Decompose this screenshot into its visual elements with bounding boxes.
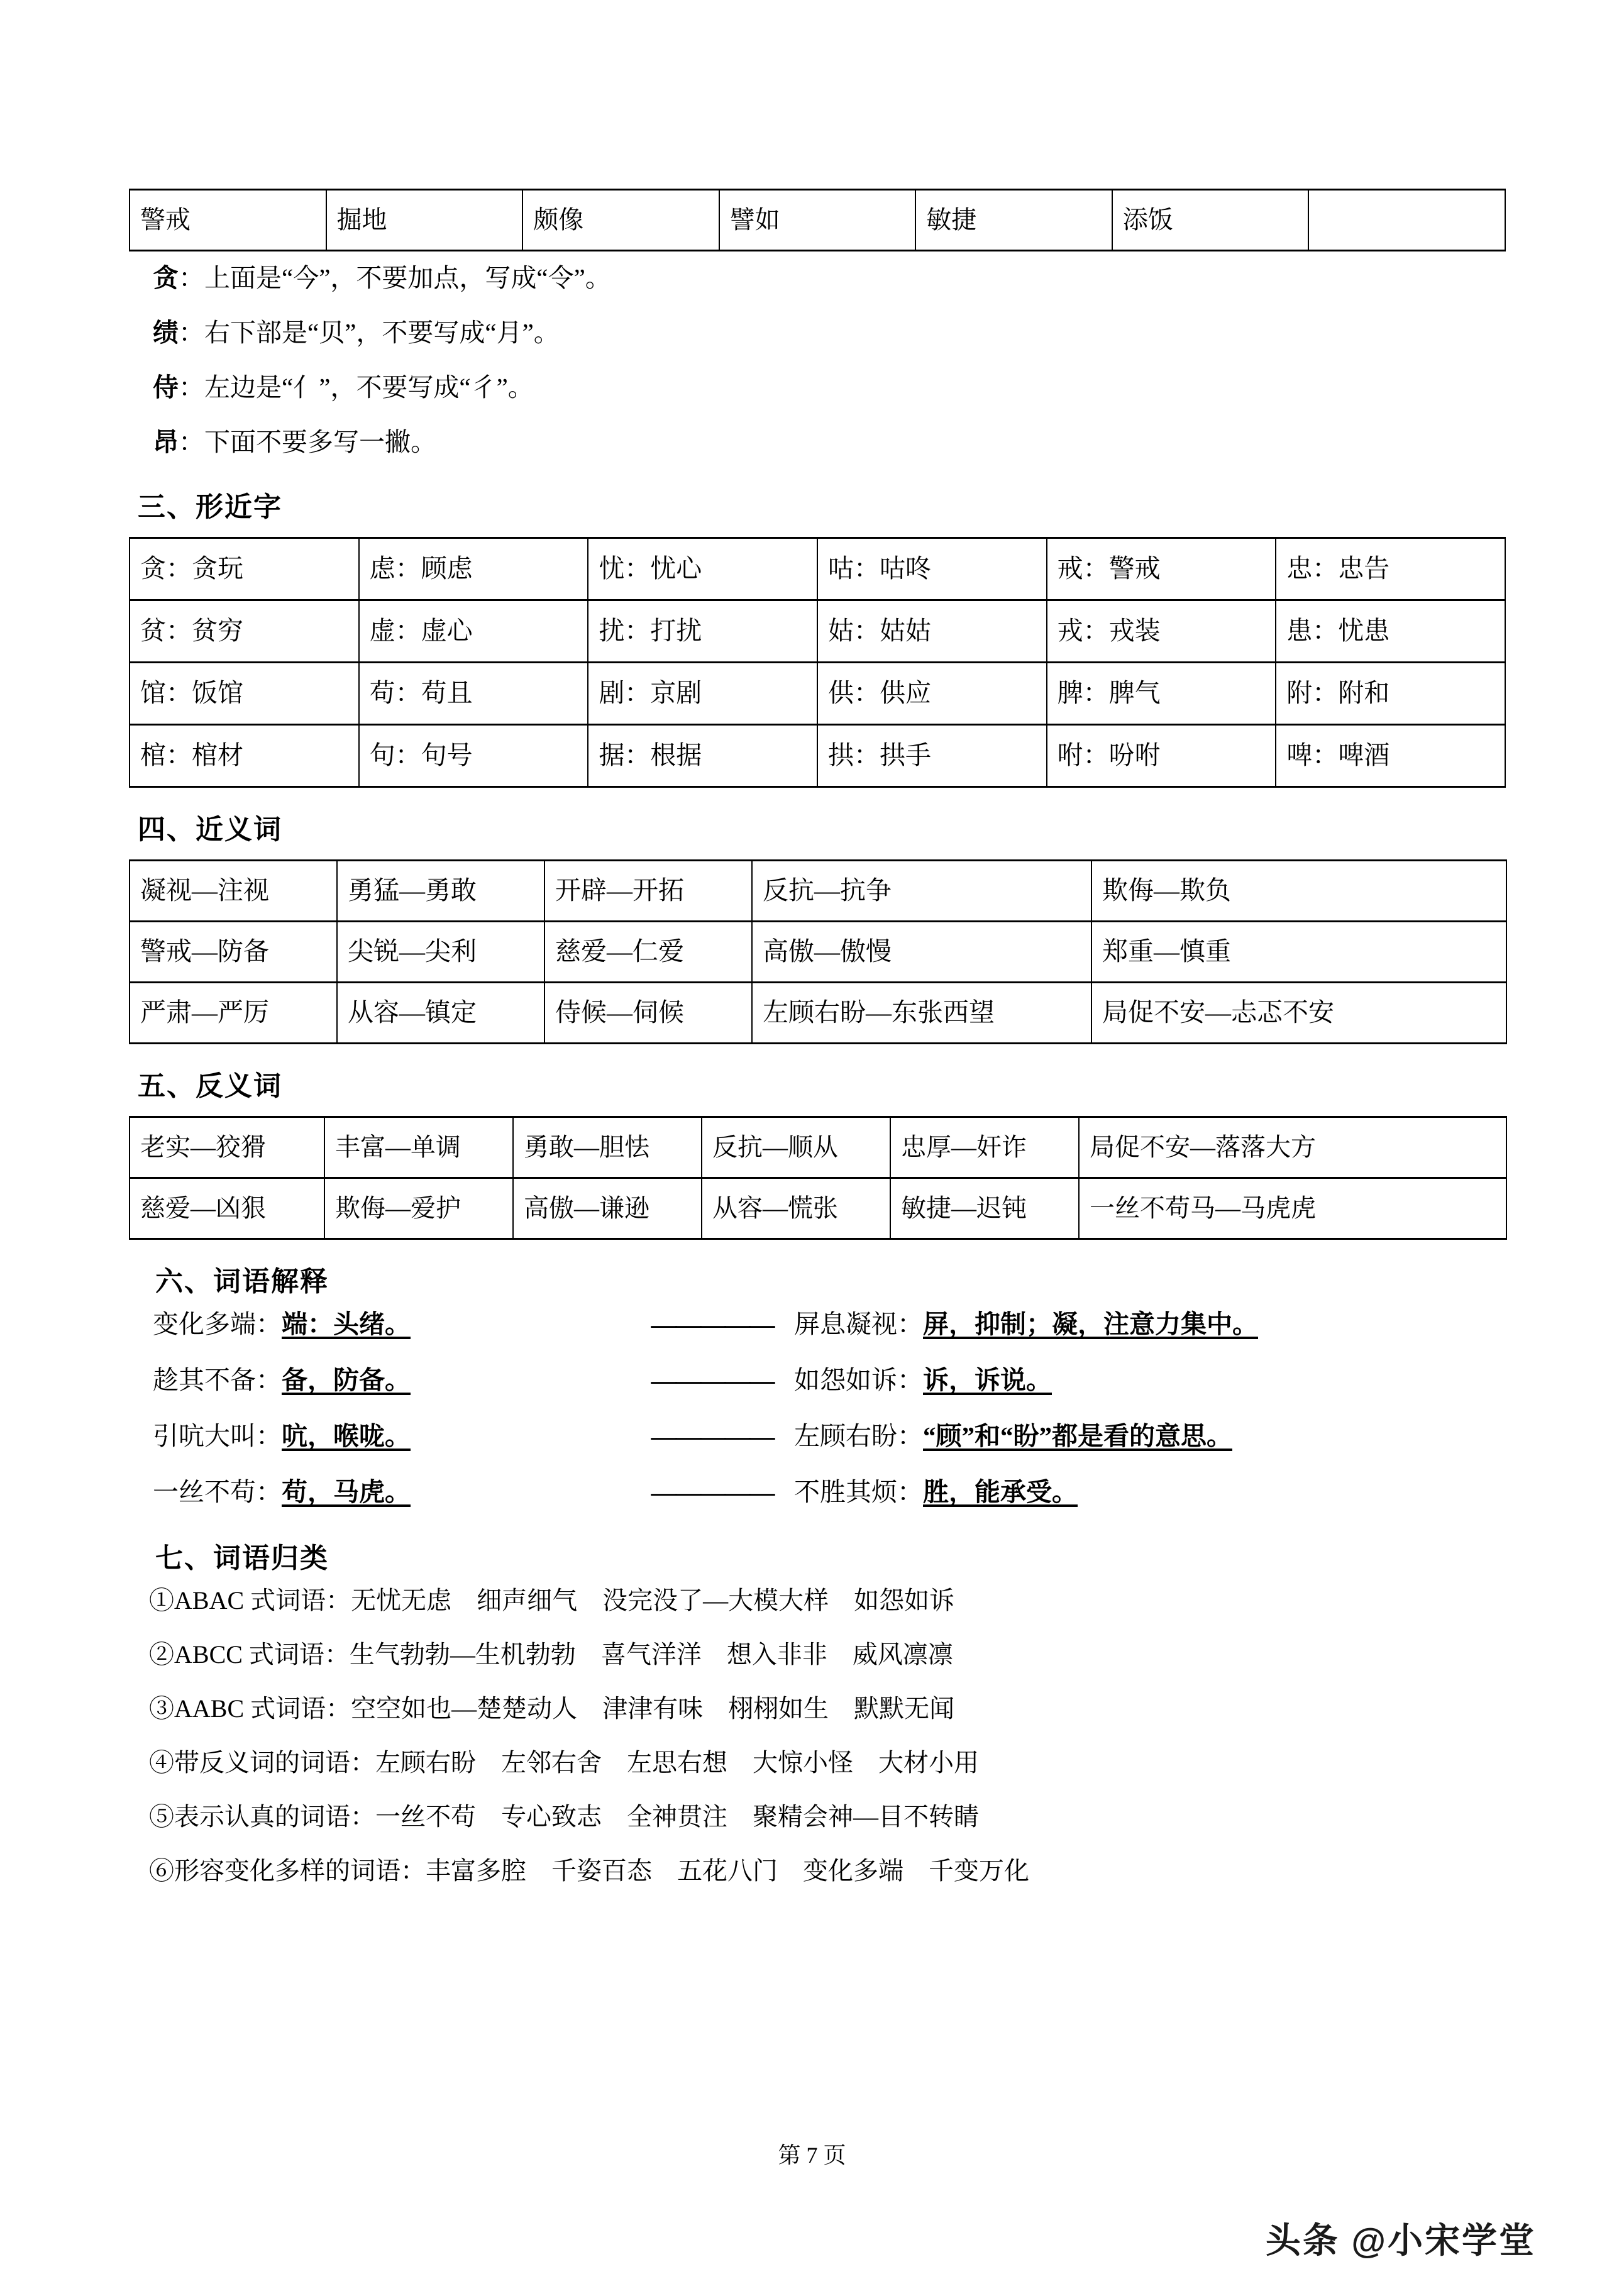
table-row [130,1178,1506,1239]
xingjinzi-table [129,537,1506,788]
table-cell: 譬如 [719,190,916,251]
category-item [149,1750,1506,1775]
table-cell: 棺：棺材 [130,725,359,787]
table-row [130,922,1506,983]
page-number-footer: 第 7 页 [778,2143,846,2168]
note-character: 贪 [153,263,179,292]
definition-row [153,1311,1506,1337]
table-cell: 局促不安—忐忑不安 [1091,983,1506,1044]
table-cell: 警戒 [130,190,326,251]
definition-row [153,1479,1506,1505]
table-cell: 忧：忧心 [588,538,817,600]
table-cell: 慈爱—仁爱 [544,922,752,983]
table-cell: 慈爱—凶狠 [130,1178,324,1239]
table-cell: 句：句号 [359,725,588,787]
category-number: ② [149,1640,174,1669]
table-cell: 戒：警戒 [1047,538,1276,600]
table-cell: 警戒—防备 [130,922,337,983]
fanyici-table-body [130,1117,1506,1239]
table-cell: 从容—慌张 [702,1178,890,1239]
definition-term: 如怨如诉： [794,1366,923,1394]
watermark-label: 头条 @小宋学堂 [1265,2221,1536,2260]
table-cell: 姑：姑姑 [817,600,1047,663]
definition-gloss: 端：头绪。 [282,1310,411,1338]
table-cell: 忠：忠告 [1276,538,1505,600]
table-cell: 据：根据 [588,725,817,787]
word-category-list [129,1588,1506,1884]
note-text: ：左边是“亻”，不要写成“彳”。 [179,373,534,402]
jinyici-table [129,859,1507,1044]
table-cell: 咐：吩咐 [1047,725,1276,787]
category-text: 形容变化多样的词语：丰富多腔 千姿百态 五花八门 变化多端 千变万化 [174,1857,1029,1885]
table-cell: 掘地 [326,190,523,251]
definition-separator-dash: ————— [651,1366,774,1394]
table-cell-empty [1308,190,1505,251]
note-text: ：右下部是“贝”，不要写成“月”。 [179,318,560,347]
table-cell: 左顾右盼—东张西望 [752,983,1091,1044]
category-text: ABAC 式词语：无忧无虑 细声细气 没完没了—大模大样 如怨如诉 [174,1586,955,1614]
table-cell: 扰：打扰 [588,600,817,663]
table-cell: 勇猛—勇敢 [337,861,544,922]
table-cell: 患：忧患 [1276,600,1505,663]
table-cell: 反抗—顺从 [702,1117,890,1178]
note-character: 昂 [153,428,179,456]
table-cell: 拱：拱手 [817,725,1047,787]
table-cell: 附：附和 [1276,663,1505,725]
table-cell: 馆：饭馆 [130,663,359,725]
definition-term: 屏息凝视： [794,1310,923,1338]
category-text: 表示认真的词语：一丝不苟 专心致志 全神贯注 聚精会神—目不转睛 [174,1802,979,1831]
definition-left [153,1479,631,1505]
table-cell: 贫：贫穷 [130,600,359,663]
note-character: 绩 [153,318,179,347]
table-cell: 反抗—抗争 [752,861,1091,922]
table-cell: 啤：啤酒 [1276,725,1505,787]
table-cell: 一丝不苟马—马虎虎 [1079,1178,1506,1239]
definition-separator-dash: ————— [651,1310,774,1338]
table-cell: 侍候—伺候 [544,983,752,1044]
character-note [129,429,1506,455]
character-note [129,320,1506,346]
table-cell: 剧：京剧 [588,663,817,725]
table-row [130,861,1506,922]
definition-row [153,1367,1506,1393]
category-item [149,1696,1506,1721]
section-heading-jinyici: 四、近义词 [138,814,282,845]
note-text: ：下面不要多写一撇。 [179,428,436,456]
definition-right [794,1311,1506,1337]
table-cell: 严肃—严厉 [130,983,337,1044]
category-item [149,1588,1506,1613]
table-cell: 供：供应 [817,663,1047,725]
definition-left [153,1311,631,1337]
table-cell: 颇像 [522,190,719,251]
table-row [130,663,1505,725]
table-cell: 尖锐—尖利 [337,922,544,983]
definition-term: 趁其不备： [153,1366,282,1394]
definition-term: 引吭大叫： [153,1421,282,1450]
definition-separator-dash: ————— [651,1477,774,1506]
note-text: ：上面是“今”，不要加点，写成“令”。 [179,263,611,292]
table-cell: 勇敢—胆怯 [513,1117,702,1178]
definition-gloss: “顾”和“盼”都是看的意思。 [923,1421,1232,1450]
section-heading-ciyujieshi: 六、词语解释 [155,1266,329,1297]
table-row [130,983,1506,1044]
definition-term: 左顾右盼： [794,1421,923,1450]
table-row [130,538,1505,600]
section-heading-fanyici: 五、反义词 [138,1071,282,1101]
table-cell: 高傲—傲慢 [752,922,1091,983]
table-cell: 敏捷 [915,190,1112,251]
definition-right [794,1367,1506,1393]
definition-term: 不胜其烦： [794,1477,923,1506]
table-cell: 郑重—慎重 [1091,922,1506,983]
page-content [129,189,1506,1912]
definition-gloss: 诉，诉说。 [923,1366,1052,1394]
character-note [129,265,1506,291]
category-item [149,1858,1506,1884]
table-row [130,1117,1506,1178]
table-cell: 苟：苟且 [359,663,588,725]
definition-left [153,1423,631,1449]
table-cell: 凝视—注视 [130,861,337,922]
definition-right [794,1423,1506,1449]
note-character: 侍 [153,373,179,402]
category-item [149,1642,1506,1667]
table-cell: 脾：脾气 [1047,663,1276,725]
definition-gloss: 吭，喉咙。 [282,1421,411,1450]
table-cell: 忠厚—奸诈 [890,1117,1079,1178]
table-cell: 虚：虚心 [359,600,588,663]
character-note [129,375,1506,400]
category-number: ③ [149,1694,174,1723]
table-cell: 敏捷—迟钝 [890,1178,1079,1239]
fanyici-table [129,1116,1507,1240]
xingjinzi-table-body [130,538,1505,787]
category-number: ① [149,1586,174,1614]
category-text: 带反义词的词语：左顾右盼 左邻右舍 左思右想 大惊小怪 大材小用 [174,1748,979,1777]
table-cell: 开辟—开拓 [544,861,752,922]
vocabulary-table-body [130,190,1505,251]
table-cell: 添饭 [1112,190,1309,251]
definition-right [794,1479,1506,1505]
section-heading-ciyuguilei: 七、词语归类 [155,1543,329,1574]
definition-left [153,1367,631,1393]
category-text: AABC 式词语：空空如也—楚楚动人 津津有味 栩栩如生 默默无闻 [174,1694,955,1723]
table-row [130,725,1505,787]
definition-term: 一丝不苟： [153,1477,282,1506]
vocabulary-table [129,189,1506,251]
category-number: ⑥ [149,1857,174,1885]
definition-gloss: 苟，马虎。 [282,1477,411,1506]
table-cell: 局促不安—落落大方 [1079,1117,1506,1178]
category-item [149,1804,1506,1830]
table-cell: 欺侮—欺负 [1091,861,1506,922]
table-cell: 咕：咕咚 [817,538,1047,600]
table-cell: 虑：顾虑 [359,538,588,600]
category-number: ④ [149,1748,174,1777]
definition-gloss: 屏，抑制；凝，注意力集中。 [923,1310,1258,1338]
table-cell: 高傲—谦逊 [513,1178,702,1239]
definition-gloss: 胜，能承受。 [923,1477,1078,1506]
table-row [130,190,1505,251]
definition-gloss: 备，防备。 [282,1366,411,1394]
table-cell: 欺侮—爱护 [324,1178,513,1239]
table-cell: 从容—镇定 [337,983,544,1044]
table-cell: 丰富—单调 [324,1117,513,1178]
character-notes-list [129,265,1506,455]
definition-term: 变化多端： [153,1310,282,1338]
section-heading-xingjinzi: 三、形近字 [138,492,282,522]
table-row [130,600,1505,663]
table-cell: 戎：戎装 [1047,600,1276,663]
table-cell: 老实—狡猾 [130,1117,324,1178]
definition-separator-dash: ————— [651,1421,774,1450]
word-definition-list [129,1311,1506,1505]
category-number: ⑤ [149,1802,174,1831]
table-cell: 贪：贪玩 [130,538,359,600]
jinyici-table-body [130,861,1506,1044]
category-text: ABCC 式词语：生气勃勃—生机勃勃 喜气洋洋 想入非非 威风凛凛 [174,1640,953,1669]
definition-row [153,1423,1506,1449]
